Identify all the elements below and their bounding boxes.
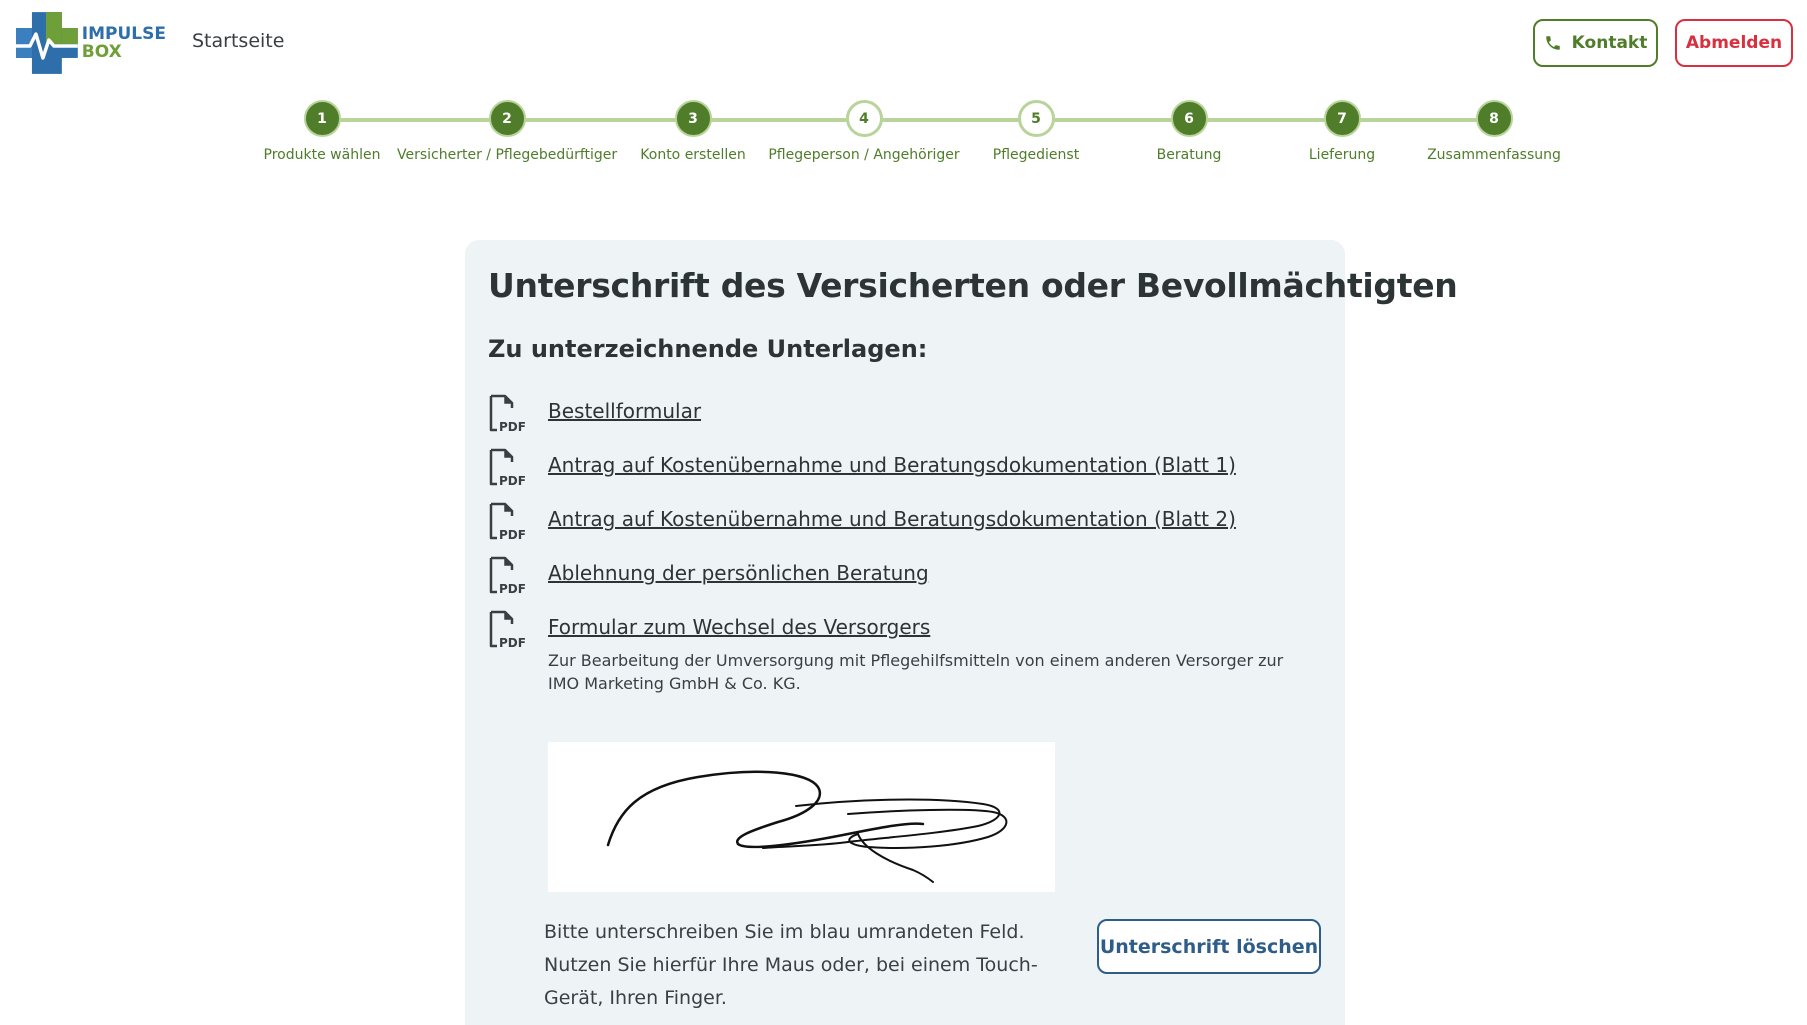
document-item-5 [488,610,930,650]
step-1-circle: 1 [304,100,341,137]
svg-text:PDF: PDF [499,528,526,542]
step-4-circle: 4 [846,100,883,137]
contact-button-label: Kontakt [1571,33,1648,53]
logo-text-box: BOX [81,42,122,62]
signature-pad[interactable] [548,742,1055,892]
step-3-circle: 3 [675,100,712,137]
document-link-wechsel-versorger[interactable]: Formular zum Wechsel des Versorgers [548,615,931,639]
step-7-label: Lieferung [1308,147,1376,163]
document-item-3 [488,502,1236,542]
step-8[interactable] [1384,100,1604,163]
document-item-2 [488,448,1236,488]
pdf-file-icon [488,610,526,650]
signature-hint: Bitte unterschreiben Sie im blau umrandeten Feld. Nutzen Sie hierfür Ihre Maus oder, bei einem Touch-Gerät, Ihren Finger. [544,921,1038,1009]
step-1-label: Produkte wählen [263,147,381,163]
document-link-antrag-blatt-2[interactable]: Antrag auf Kostenübernahme und Beratungsdokumentation (Blatt 2) [548,507,1236,531]
document-item-1 [488,394,701,434]
step-6-circle: 6 [1171,100,1208,137]
signature-stroke [548,742,1055,892]
document-note: Zur Bearbeitung der Umversorgung mit Pflegehilfsmitteln von einem anderen Versorger zur IMO Marketing GmbH & Co. KG. [548,651,1284,693]
header [0,0,1807,90]
pdf-file-icon [488,394,526,434]
svg-text:PDF: PDF [499,474,526,488]
logo-text-impulse: IMPULSE [81,24,166,44]
pdf-file-icon [488,556,526,596]
logo-cross-icon [16,12,78,74]
logout-button-label: Abmelden [1685,33,1783,53]
step-8-label: Zusammenfassung [1427,147,1561,163]
step-8-circle: 8 [1476,100,1513,137]
pdf-file-icon [488,448,526,488]
svg-text:PDF: PDF [499,582,526,596]
step-3-label: Konto erstellen [640,147,746,163]
progress-stepper [0,100,1807,180]
document-link-antrag-blatt-1[interactable]: Antrag auf Kostenübernahme und Beratungsdokumentation (Blatt 1) [548,453,1236,477]
home-link[interactable]: Startseite [192,30,285,52]
signature-card [465,240,1458,1025]
svg-text:PDF: PDF [499,420,526,434]
step-2-label: Versicherter / Pflegebedürftiger [397,147,618,163]
contact-button[interactable] [1533,19,1658,67]
clear-signature-button-label: Unterschrift löschen [1099,935,1319,958]
document-link-ablehnung-beratung[interactable]: Ablehnung der persönlichen Beratung [548,561,929,585]
documents-heading: Zu unterzeichnende Unterlagen: [488,335,928,363]
clear-signature-button[interactable] [1097,919,1321,974]
step-5-label: Pflegedienst [992,147,1080,163]
logo[interactable] [16,12,166,74]
phone-icon [1544,34,1562,52]
step-7-circle: 7 [1324,100,1361,137]
step-5-circle: 5 [1018,100,1055,137]
pdf-file-icon [488,502,526,542]
document-link-bestellformular[interactable]: Bestellformular [548,399,702,423]
logout-button[interactable] [1675,19,1793,67]
svg-text:PDF: PDF [499,636,526,650]
step-4-label: Pflegeperson / Angehöriger [768,147,960,163]
step-2-circle: 2 [489,100,526,137]
step-6-label: Beratung [1156,147,1222,163]
card-title: Unterschrift des Versicherten oder Bevollmächtigten [488,266,1458,305]
document-item-4 [488,556,929,596]
